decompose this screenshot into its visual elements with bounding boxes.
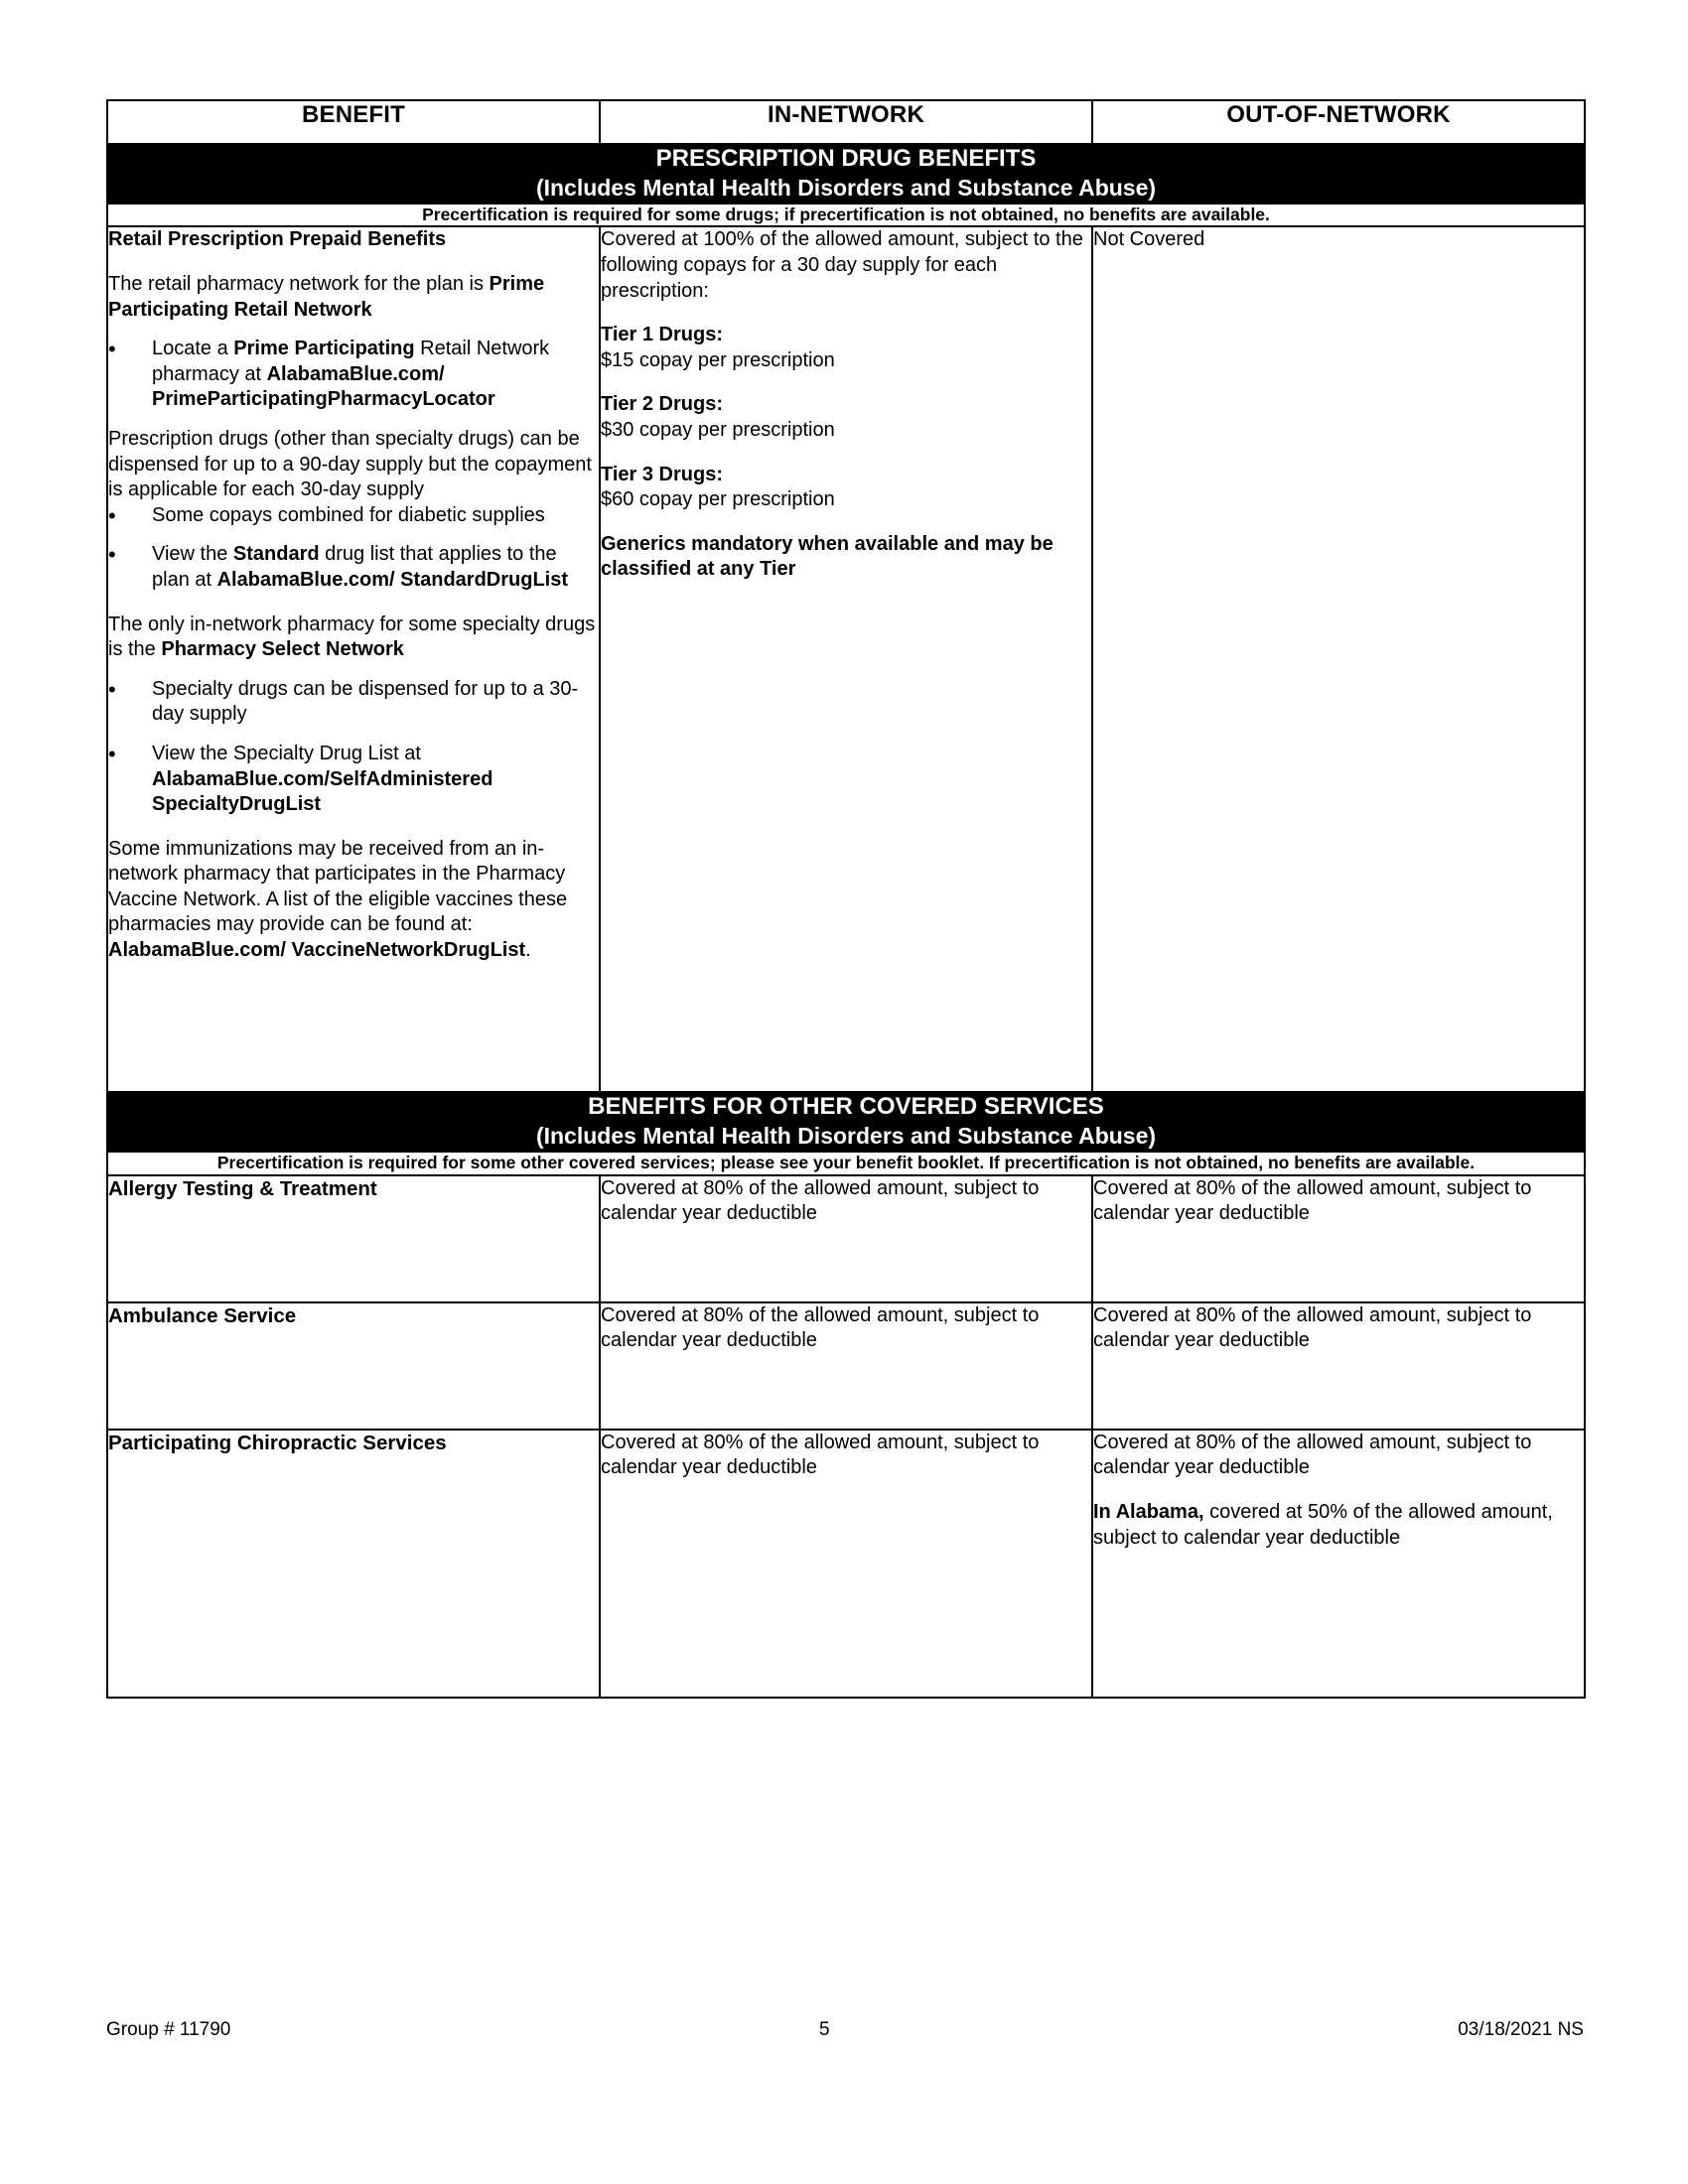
- other-services-precert-row: [107, 1152, 1585, 1175]
- footer-revision-date: 03/18/2021 NS: [1458, 2019, 1584, 2040]
- table-row: [107, 1175, 1585, 1302]
- in-network-allergy: Covered at 80% of the allowed amount, subject to calendar year deductible: [600, 1175, 1092, 1302]
- chiropractic-oon-alabama: [1093, 1500, 1584, 1551]
- tier-1-value: $15 copay per prescription: [601, 348, 835, 371]
- copay-intro-text: Covered at 100% of the allowed amount, subject to the following copays for a 30 day supply for each prescription:: [601, 228, 1083, 302]
- benefits-table: [106, 99, 1586, 1699]
- column-header-out-of-network: OUT-OF-NETWORK: [1092, 100, 1585, 144]
- table-header-row: [107, 100, 1585, 144]
- other-banner-subtitle: (Includes Mental Health Disorders and Substance Abuse): [535, 1123, 1157, 1150]
- view-prefix: View the: [152, 543, 233, 566]
- immunizations-period: .: [525, 939, 531, 962]
- out-of-network-allergy: Covered at 80% of the allowed amount, subject to calendar year deductible: [1092, 1175, 1585, 1302]
- bullet-dot-icon: •: [108, 337, 116, 362]
- prescription-precert-row: [107, 204, 1585, 227]
- specialty-drug-list-text: [122, 742, 599, 818]
- in-alabama-bold: In Alabama,: [1093, 1501, 1204, 1524]
- other-services-banner: [107, 1092, 1585, 1152]
- out-of-network-chiropractic: [1092, 1430, 1585, 1698]
- prescription-benefit-row: [107, 226, 1585, 1092]
- specialty-pharmacy-paragraph: [108, 613, 599, 663]
- tier-3-label: Tier 3 Drugs:: [601, 463, 723, 485]
- chiropractic-oon-main: Covered at 80% of the allowed amount, subject to calendar year deductible: [1093, 1431, 1532, 1479]
- retail-prescription-title: Retail Prescription Prepaid Benefits: [108, 228, 447, 251]
- specialty-drug-list-url: AlabamaBlue.com/SelfAdministered SpecialtyDrugList: [152, 767, 493, 816]
- prime-network-name: Prime Participating Retail Network: [108, 273, 545, 321]
- table-row: [107, 1430, 1585, 1698]
- benefit-name-chiropractic: Participating Chiropractic Services: [107, 1430, 600, 1698]
- pharmacy-locator-url: AlabamaBlue.com/ PrimeParticipatingPharmacyLocator: [152, 362, 495, 411]
- footer-page-number: 5: [819, 2019, 830, 2040]
- tier-1-label: Tier 1 Drugs:: [601, 324, 723, 346]
- in-alabama-text: covered at 50% of the allowed amount, subject to calendar year deductible: [1093, 1501, 1553, 1549]
- prescription-precert-note: Precertification is required for some drugs; if precertification is not obtained, no benefits are available.: [107, 204, 1585, 227]
- prime-participating-bold: Prime Participating: [233, 338, 415, 360]
- locate-prefix: Locate a: [152, 338, 234, 360]
- banner-title: PRESCRIPTION DRUG BENEFITS: [655, 145, 1037, 172]
- immunizations-paragraph: [108, 837, 599, 964]
- out-of-network-ambulance: Covered at 80% of the allowed amount, subject to calendar year deductible: [1092, 1302, 1585, 1430]
- prescription-drug-banner: [107, 144, 1585, 204]
- in-network-ambulance: Covered at 80% of the allowed amount, subject to calendar year deductible: [600, 1302, 1092, 1430]
- specialty-30-day-text: Specialty drugs can be dispensed for up to a 30-day supply: [152, 677, 579, 726]
- immunizations-text: Some immunizations may be received from an in-network pharmacy that participates in the Pharmacy Vaccine Network. A list of the eligible vaccines these pharmacies may provide can be found at:: [108, 837, 568, 936]
- other-services-precert-note: Precertification is required for some other covered services; please see your benefit booklet. If precertification is not obtained, no benefits are available.: [107, 1152, 1585, 1175]
- standard-drug-list-url: AlabamaBlue.com/ StandardDrugList: [216, 568, 569, 591]
- prescription-benefit-cell: [107, 226, 600, 1092]
- table-row: [107, 1302, 1585, 1430]
- pharmacy-select-network-name: Pharmacy Select Network: [161, 638, 404, 661]
- bullet-dot-icon: •: [108, 676, 116, 702]
- drug-list-middle: drug list that applies to the plan at: [152, 543, 557, 591]
- diabetic-copays-text: Some copays combined for diabetic supplies: [152, 503, 545, 526]
- vaccine-network-url: AlabamaBlue.com/ VaccineNetworkDrugList: [108, 939, 526, 962]
- other-services-banner-row: [107, 1092, 1585, 1152]
- other-banner-title: BENEFITS FOR OTHER COVERED SERVICES: [588, 1093, 1104, 1121]
- prescription-banner-row: [107, 144, 1585, 204]
- benefit-name-allergy: Allergy Testing & Treatment: [107, 1175, 600, 1302]
- column-header-benefit: BENEFIT: [107, 100, 600, 144]
- locate-pharmacy-text: [122, 337, 599, 413]
- tier-3-value: $60 copay per prescription: [601, 488, 835, 511]
- tier-2-value: $30 copay per prescription: [601, 418, 835, 441]
- in-network-chiropractic: Covered at 80% of the allowed amount, subject to calendar year deductible: [600, 1430, 1092, 1698]
- standard-drug-list-text: [122, 542, 599, 593]
- bullet-dot-icon: •: [108, 741, 116, 766]
- specialty-pharmacy-text: The only in-network pharmacy for some specialty drugs is the: [108, 613, 596, 661]
- standard-bold: Standard: [232, 543, 320, 566]
- footer-group-number: Group # 11790: [106, 2019, 231, 2040]
- list-item: [108, 337, 599, 413]
- retail-network-paragraph: [108, 272, 599, 323]
- column-header-in-network: IN-NETWORK: [600, 100, 1092, 144]
- list-item: [108, 542, 599, 593]
- list-item: [108, 503, 599, 529]
- prescription-out-of-network-cell: [1092, 226, 1585, 1092]
- bullet-dot-icon: •: [108, 502, 116, 528]
- prescription-in-network-cell: [600, 226, 1092, 1092]
- ninety-day-supply-paragraph: Prescription drugs (other than specialty drugs) can be dispensed for up to a 90-day supply but the copayment is applicable for each 30-day supply: [108, 427, 592, 501]
- specialty-view-prefix: View the Specialty Drug List at: [152, 742, 421, 764]
- locate-middle: Retail Network pharmacy at: [152, 338, 550, 385]
- bullet-dot-icon: •: [108, 542, 116, 568]
- not-covered-text: Not Covered: [1093, 228, 1205, 251]
- list-item: [108, 742, 599, 818]
- benefit-name-ambulance: Ambulance Service: [107, 1302, 600, 1430]
- banner-subtitle: (Includes Mental Health Disorders and Substance Abuse): [535, 174, 1157, 201]
- retail-network-text: The retail pharmacy network for the plan is: [108, 273, 490, 296]
- tier-2-label: Tier 2 Drugs:: [601, 393, 723, 416]
- generics-mandatory-note: Generics mandatory when available and may be classified at any Tier: [601, 532, 1054, 581]
- page-footer: [106, 2019, 1584, 2041]
- list-item: [108, 677, 599, 728]
